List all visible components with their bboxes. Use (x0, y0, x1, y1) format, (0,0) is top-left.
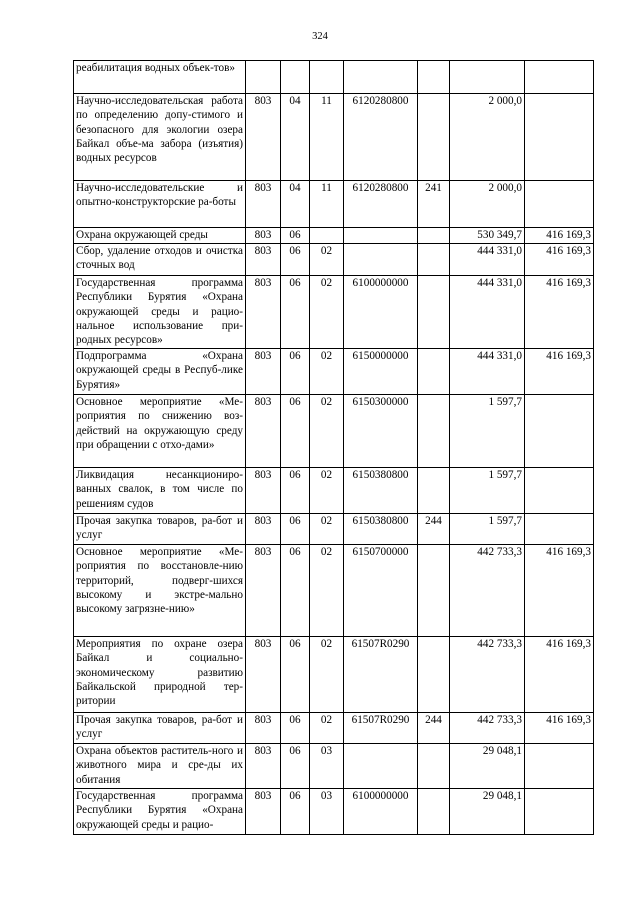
amount-total: 444 331,0 (450, 349, 525, 395)
amount-total: 442 733,3 (450, 713, 525, 744)
section-code: 04 (281, 94, 310, 181)
amount-total: 1 597,7 (450, 514, 525, 545)
section-code: 06 (281, 276, 310, 349)
subsection-code: 02 (310, 514, 344, 545)
section-code: 06 (281, 514, 310, 545)
amount-total (450, 61, 525, 94)
ministry-code: 803 (246, 181, 281, 228)
subsection-code: 02 (310, 349, 344, 395)
expense-type-code: 241 (418, 181, 450, 228)
amount-total: 1 597,7 (450, 395, 525, 468)
section-code: 06 (281, 244, 310, 276)
table-row (74, 713, 594, 744)
table-row (74, 181, 594, 228)
table-row (74, 789, 594, 835)
target-article-code: 6150380800 (344, 468, 418, 514)
amount-federal (525, 395, 594, 468)
ministry-code: 803 (246, 514, 281, 545)
target-article-code: 6120280800 (344, 181, 418, 228)
table-row (74, 276, 594, 349)
expense-type-code (418, 468, 450, 514)
target-article-code: 6150700000 (344, 545, 418, 637)
amount-federal (525, 789, 594, 835)
ministry-code: 803 (246, 395, 281, 468)
item-name: Прочая закупка товаров, ра-бот и услуг (74, 713, 246, 744)
amount-total: 444 331,0 (450, 276, 525, 349)
expense-type-code (418, 94, 450, 181)
item-name: Научно-исследовательские и опытно-конструкторские ра-боты (74, 181, 246, 228)
ministry-code: 803 (246, 789, 281, 835)
section-code: 06 (281, 228, 310, 244)
ministry-code: 803 (246, 228, 281, 244)
subsection-code: 11 (310, 181, 344, 228)
amount-total: 530 349,7 (450, 228, 525, 244)
expense-type-code: 244 (418, 514, 450, 545)
item-name: Ликвидация несанкциониро-ванных свалок, в том числе по решениям судов (74, 468, 246, 514)
section-code: 06 (281, 468, 310, 514)
amount-total: 442 733,3 (450, 545, 525, 637)
ministry-code: 803 (246, 744, 281, 789)
subsection-code: 02 (310, 244, 344, 276)
item-name: реабилитация водных объек-тов» (74, 61, 246, 94)
item-name: Охрана окружающей среды (74, 228, 246, 244)
table-row (74, 468, 594, 514)
budget-table (73, 60, 594, 835)
ministry-code: 803 (246, 349, 281, 395)
target-article-code: 61507R0290 (344, 637, 418, 713)
subsection-code: 03 (310, 744, 344, 789)
amount-federal (525, 468, 594, 514)
subsection-code: 02 (310, 637, 344, 713)
ministry-code (246, 61, 281, 94)
amount-total: 442 733,3 (450, 637, 525, 713)
amount-federal: 416 169,3 (525, 349, 594, 395)
item-name: Основное мероприятие «Ме-роприятия по снижению воз-действий на окружающую среду при обращении с отхо-дами» (74, 395, 246, 468)
table-row (74, 395, 594, 468)
table-row (74, 228, 594, 244)
amount-federal: 416 169,3 (525, 244, 594, 276)
target-article-code (344, 61, 418, 94)
target-article-code: 61507R0290 (344, 713, 418, 744)
amount-federal: 416 169,3 (525, 228, 594, 244)
target-article-code: 6120280800 (344, 94, 418, 181)
expense-type-code (418, 744, 450, 789)
table-row (74, 514, 594, 545)
item-name: Мероприятия по охране озера Байкал и социально-экономическому развитию Байкальской природной тер-ритории (74, 637, 246, 713)
subsection-code: 11 (310, 94, 344, 181)
amount-federal (525, 61, 594, 94)
table-row (74, 744, 594, 789)
subsection-code (310, 61, 344, 94)
table-row (74, 61, 594, 94)
expense-type-code (418, 395, 450, 468)
subsection-code: 03 (310, 789, 344, 835)
expense-type-code (418, 349, 450, 395)
subsection-code: 02 (310, 395, 344, 468)
item-name: Подпрограмма «Охрана окружающей среды в Респуб-лике Бурятия» (74, 349, 246, 395)
section-code: 06 (281, 713, 310, 744)
subsection-code: 02 (310, 713, 344, 744)
section-code: 06 (281, 395, 310, 468)
section-code: 06 (281, 545, 310, 637)
ministry-code: 803 (246, 545, 281, 637)
amount-federal (525, 514, 594, 545)
item-name: Научно-исследовательская работа по определению допу-стимого и безопасного для экологии озера Байкал объе-ма забора (изъятия) водных ресурсов (74, 94, 246, 181)
ministry-code: 803 (246, 713, 281, 744)
amount-total: 29 048,1 (450, 789, 525, 835)
table-row (74, 637, 594, 713)
amount-federal (525, 94, 594, 181)
target-article-code: 6150380800 (344, 514, 418, 545)
section-code: 06 (281, 789, 310, 835)
amount-total: 1 597,7 (450, 468, 525, 514)
amount-total: 444 331,0 (450, 244, 525, 276)
amount-federal (525, 744, 594, 789)
ministry-code: 803 (246, 276, 281, 349)
table-row (74, 94, 594, 181)
ministry-code: 803 (246, 94, 281, 181)
ministry-code: 803 (246, 468, 281, 514)
section-code: 04 (281, 181, 310, 228)
page-number: 324 (312, 31, 328, 42)
amount-total: 2 000,0 (450, 94, 525, 181)
expense-type-code (418, 244, 450, 276)
amount-total: 29 048,1 (450, 744, 525, 789)
item-name: Прочая закупка товаров, ра-бот и услуг (74, 514, 246, 545)
item-name: Государственная программа Республики Бурятия «Охрана окружающей среды и рацио- (74, 789, 246, 835)
ministry-code: 803 (246, 637, 281, 713)
target-article-code (344, 228, 418, 244)
subsection-code: 02 (310, 545, 344, 637)
expense-type-code (418, 789, 450, 835)
section-code: 06 (281, 744, 310, 789)
expense-type-code (418, 228, 450, 244)
amount-federal (525, 181, 594, 228)
amount-total: 2 000,0 (450, 181, 525, 228)
expense-type-code (418, 545, 450, 637)
table-row (74, 545, 594, 637)
expense-type-code: 244 (418, 713, 450, 744)
target-article-code: 6150300000 (344, 395, 418, 468)
item-name: Охрана объектов раститель-ного и животного мира и сре-ды их обитания (74, 744, 246, 789)
subsection-code: 02 (310, 276, 344, 349)
ministry-code: 803 (246, 244, 281, 276)
expense-type-code (418, 61, 450, 94)
target-article-code: 6150000000 (344, 349, 418, 395)
section-code: 06 (281, 349, 310, 395)
table-body (74, 61, 594, 835)
target-article-code: 6100000000 (344, 789, 418, 835)
section-code (281, 61, 310, 94)
section-code: 06 (281, 637, 310, 713)
table-row (74, 349, 594, 395)
item-name: Сбор, удаление отходов и очистка сточных вод (74, 244, 246, 276)
subsection-code: 02 (310, 468, 344, 514)
target-article-code (344, 744, 418, 789)
table-row (74, 244, 594, 276)
target-article-code: 6100000000 (344, 276, 418, 349)
target-article-code (344, 244, 418, 276)
amount-federal: 416 169,3 (525, 637, 594, 713)
item-name: Основное мероприятие «Ме-роприятия по восстановле-нию территорий, подверг-шихся высокому и экстре-мально высокому загрязне-нию» (74, 545, 246, 637)
amount-federal: 416 169,3 (525, 713, 594, 744)
subsection-code (310, 228, 344, 244)
amount-federal: 416 169,3 (525, 545, 594, 637)
amount-federal: 416 169,3 (525, 276, 594, 349)
expense-type-code (418, 276, 450, 349)
expense-type-code (418, 637, 450, 713)
item-name: Государственная программа Республики Бурятия «Охрана окружающей среды и рацио-нальное использование при-родных ресурсов» (74, 276, 246, 349)
